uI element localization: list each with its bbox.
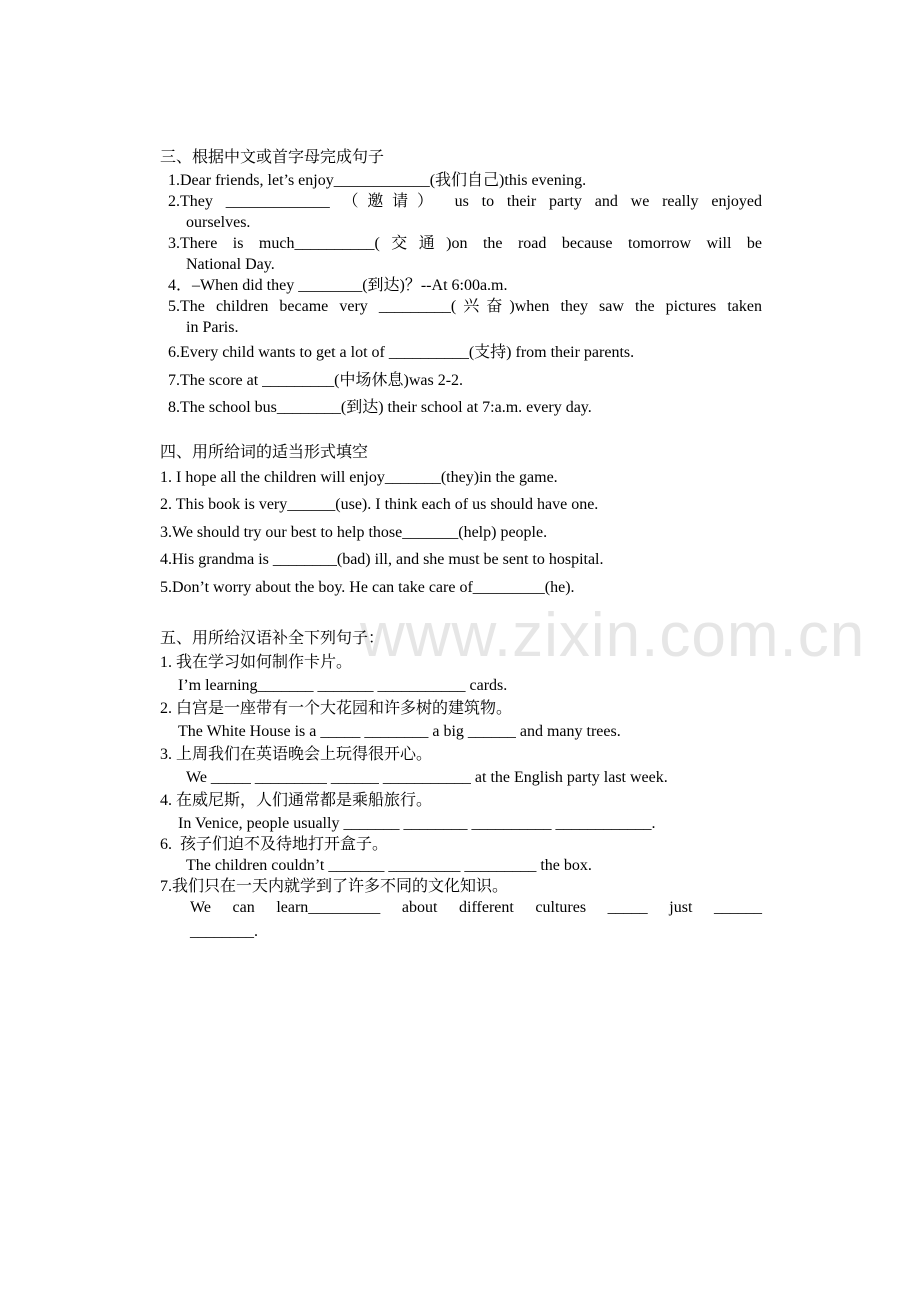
s3-item-1: 1.Dear friends, let’s enjoy____________(我们自己)this evening. bbox=[168, 172, 587, 189]
section-4-heading: 四、用所给词的适当形式填空 bbox=[160, 444, 369, 461]
s5-item-7-en: We can learn_________ about different cultures _____ just ______ bbox=[190, 899, 762, 916]
s5-item-2-en: The White House is a _____ ________ a big ______ and many trees. bbox=[178, 723, 621, 740]
s5-item-3-cn: 3. 上周我们在英语晚会上玩得很开心。 bbox=[160, 746, 433, 763]
s5-item-1-cn: 1. 我在学习如何制作卡片。 bbox=[160, 654, 353, 671]
s3-item-6: 6.Every child wants to get a lot of __________(支持) from their parents. bbox=[168, 344, 635, 361]
s5-item-3-en: We _____ _________ ______ ___________ at the English party last week. bbox=[186, 769, 668, 786]
s3-item-7: 7.The score at _________(中场休息)was 2-2. bbox=[168, 372, 464, 389]
s4-item-5: 5.Don’t worry about the boy. He can take care of_________(he). bbox=[160, 579, 575, 596]
s3-item-8: 8.The school bus________(到达) their school at 7:a.m. every day. bbox=[168, 399, 592, 416]
s3-item-3: 3.There is much__________(交通)on the road because tomorrow will be bbox=[168, 235, 762, 252]
s4-item-3: 3.We should try our best to help those_______(help) people. bbox=[160, 524, 548, 541]
s5-item-1-en: I’m learning_______ _______ ___________ cards. bbox=[178, 677, 508, 694]
section-3-heading: 三、根据中文或首字母完成句子 bbox=[160, 149, 385, 166]
s5-item-7-cont: ________. bbox=[190, 923, 258, 940]
s5-item-4-en: In Venice, people usually _______ ________ __________ ____________. bbox=[178, 815, 656, 832]
s3-item-3-cont: National Day. bbox=[186, 256, 275, 273]
s3-item-4: 4．–When did they ________(到达)？--At 6:00a.m. bbox=[168, 277, 508, 294]
s3-item-5: 5.The children became very _________(兴奋)when they saw the pictures taken bbox=[168, 298, 762, 315]
s4-item-4: 4.His grandma is ________(bad) ill, and she must be sent to hospital. bbox=[160, 551, 604, 568]
s5-item-6-en: The children couldn’t _______ _________ _________ the box. bbox=[186, 857, 592, 874]
s3-item-5-cont: in Paris. bbox=[186, 319, 239, 336]
s3-item-2: 2.They _____________ （邀请） us to their party and we really enjoyed bbox=[168, 193, 762, 210]
section-5-heading: 五、用所给汉语补全下列句子： bbox=[160, 630, 385, 647]
s5-item-2-cn: 2. 白宫是一座带有一个大花园和许多树的建筑物。 bbox=[160, 700, 513, 717]
s5-item-7-cn: 7.我们只在一天内就学到了许多不同的文化知识。 bbox=[160, 878, 509, 895]
s5-item-6-cn: 6. 孩子们迫不及待地打开盒子。 bbox=[160, 836, 389, 853]
s3-item-2-cont: ourselves. bbox=[186, 214, 251, 231]
s5-item-4-cn: 4. 在威尼斯，人们通常都是乘船旅行。 bbox=[160, 792, 433, 809]
s4-item-1: 1. I hope all the children will enjoy_______(they)in the game. bbox=[160, 469, 558, 486]
s4-item-2: 2. This book is very______(use). I think each of us should have one. bbox=[160, 496, 599, 513]
watermark: www.zixin.com.cn bbox=[360, 601, 866, 670]
